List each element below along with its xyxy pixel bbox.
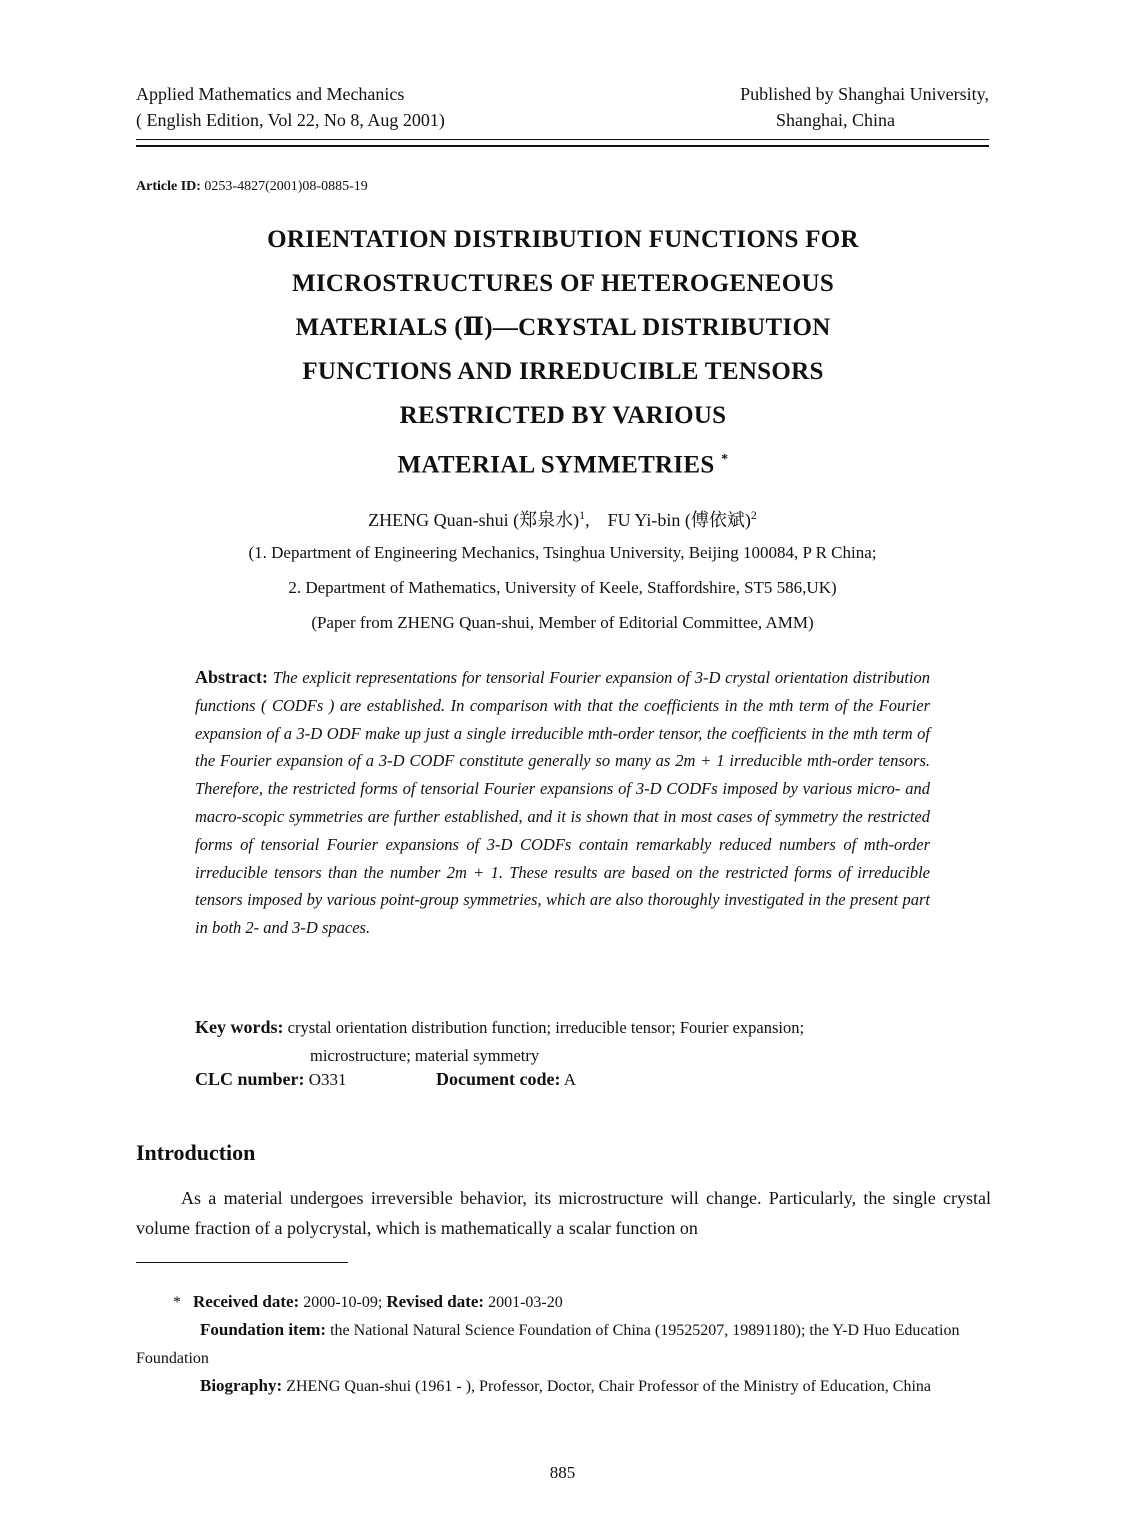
affiliation-2: 2. Department of Mathematics, University of Keele, Staffordshire, ST5 586,UK) bbox=[288, 578, 837, 597]
title-line: ORIENTATION DISTRIBUTION FUNCTIONS FOR bbox=[267, 226, 859, 253]
biography-label: Biography: bbox=[200, 1376, 283, 1395]
keywords bbox=[195, 1013, 930, 1070]
title-line: MICROSTRUCTURES OF HETEROGENEOUS bbox=[291, 270, 835, 297]
introduction-paragraph: As a material undergoes irreversible behavior, its microstructure will change. Particularly, the single crystal volume fraction of a polycrystal, which is mathematically a scalar function on bbox=[136, 1188, 991, 1238]
footnote-dates bbox=[173, 1288, 563, 1317]
received-date-label: Received date: bbox=[193, 1292, 300, 1311]
title-line: FUNCTIONS AND IRREDUCIBLE TENSORS bbox=[302, 358, 824, 385]
document-code-value: A bbox=[563, 1070, 577, 1089]
article-id bbox=[136, 179, 368, 195]
author-1-affil-mark: 1 bbox=[579, 508, 586, 522]
paper-title bbox=[200, 218, 926, 487]
author-2-affil-mark: 2 bbox=[750, 508, 757, 522]
footnote-foundation bbox=[136, 1316, 991, 1373]
journal-edition: ( English Edition, Vol 22, No 8, Aug 2001) bbox=[136, 110, 445, 130]
clc-label: CLC number: bbox=[195, 1069, 305, 1089]
abstract-label: Abstract: bbox=[195, 667, 268, 687]
clc-number bbox=[195, 1069, 347, 1090]
affiliation-1: (1. Department of Engineering Mechanics, Tsinghua University, Beijing 100084, P R China; bbox=[248, 543, 877, 562]
publisher-location: Shanghai, China bbox=[776, 110, 895, 130]
document-code-label: Document code: bbox=[436, 1069, 561, 1089]
keywords-line-2: microstructure; material symmetry bbox=[310, 1046, 540, 1065]
paper-source-note: (Paper from ZHENG Quan-shui, Member of Editorial Committee, AMM) bbox=[311, 613, 814, 632]
title-line: MATERIALS (Ⅱ)—CRYSTAL DISTRIBUTION bbox=[295, 314, 831, 341]
section-heading-introduction: Introduction bbox=[136, 1140, 256, 1165]
title-line-last bbox=[200, 438, 926, 487]
revised-date-value: 2001-03-20 bbox=[488, 1294, 563, 1311]
page-number: 885 bbox=[549, 1463, 576, 1482]
abstract bbox=[195, 664, 930, 942]
authors bbox=[0, 506, 1125, 532]
publisher-name: Published by Shanghai University, bbox=[740, 84, 989, 104]
author-1: ZHENG Quan-shui (郑泉水) bbox=[368, 510, 580, 530]
journal-name: Applied Mathematics and Mechanics bbox=[136, 84, 405, 104]
biography-value: ZHENG Quan-shui (1961 - ), Professor, Doctor, Chair Professor of the Ministry of Education, China bbox=[286, 1378, 932, 1395]
received-date-value: 2000-10-09; bbox=[303, 1294, 383, 1311]
title-footnote-mark: * bbox=[721, 452, 729, 467]
revised-date-label: Revised date: bbox=[386, 1292, 485, 1311]
header-rule-thin bbox=[136, 139, 989, 140]
document-code bbox=[436, 1069, 576, 1090]
author-2: FU Yi-bin (傅依斌) bbox=[607, 510, 751, 530]
title-line-text: MATERIAL SYMMETRIES bbox=[397, 451, 715, 479]
foundation-label: Foundation item: bbox=[200, 1320, 327, 1339]
article-id-value: 0253-4827(2001)08-0885-19 bbox=[204, 179, 368, 194]
author-separator: , bbox=[585, 510, 590, 530]
article-id-label: Article ID: bbox=[136, 179, 201, 194]
abstract-text: The explicit representations for tensorial Fourier expansion of 3-D crystal orientation distribution functions ( CODFs ) are established. In comparison with that the coefficients in the mth term of the Fourier expansion of a 3-D ODF make up just a single irreducible mth-order tensor, the coefficients in the mth term of the Fourier expansion of a 3-D CODF constitute generally so many as 2m + 1 irreducible mth-order tensors. Therefore, the restricted forms of tensorial Fourier expansions of 3-D CODFs imposed by various micro- and macro-scopic symmetries are further established, and it is shown that in most cases of symmetry the restricted forms of tensorial Fourier expansions of 3-D CODFs contain remarkably reduced numbers of mth-order irreducible tensors than the number 2m + 1. These results are based on the restricted forms of irreducible tensors imposed by various point-group symmetries, which are also thoroughly investigated in the present part in both 2- and 3-D spaces. bbox=[195, 668, 930, 938]
title-line: RESTRICTED BY VARIOUS bbox=[399, 402, 727, 429]
header-rule-thick bbox=[136, 145, 989, 147]
keywords-label: Key words: bbox=[195, 1017, 284, 1037]
footnote-biography bbox=[136, 1372, 991, 1401]
footnote-mark: * bbox=[173, 1294, 181, 1311]
foundation-value: the National Natural Science Foundation of China (19525207, 19891180); the Y-D Huo Education Foundation bbox=[136, 1322, 960, 1367]
keywords-line-1: crystal orientation distribution function; irreducible tensor; Fourier expansion; bbox=[287, 1018, 805, 1037]
clc-value: O331 bbox=[308, 1070, 347, 1089]
footnote-separator bbox=[136, 1262, 348, 1263]
